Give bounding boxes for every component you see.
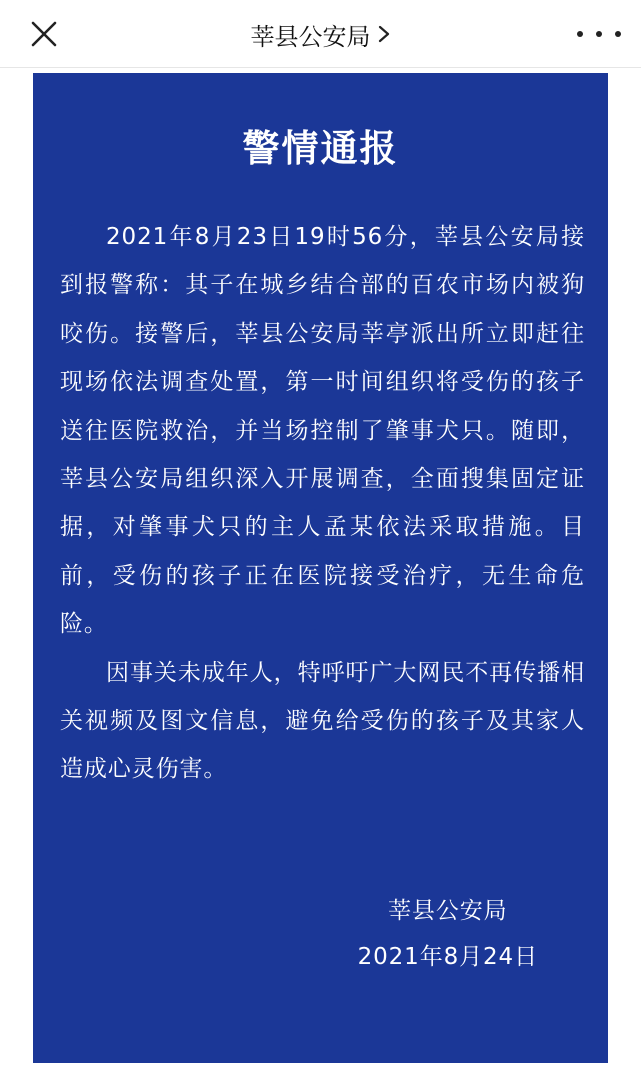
notice-signature: [358, 888, 538, 980]
more-button[interactable]: [577, 24, 621, 44]
notice-paragraph: 2021年8月23日19时56分，莘县公安局接到报警称：其子在城乡结合部的百农市场内被狗咬伤。接警后，莘县公安局莘亭派出所立即赶往现场依法调查处置，第一时间组织将受伤的孩子送往医院救治，并当场控制了肇事犬只。随即，莘县公安局组织深入开展调查，全面搜集固定证据，对肇事犬只的主人孟某依法采取措施。目前，受伤的孩子正在医院接受治疗，无生命危险。: [60, 224, 585, 638]
notice-title: 警情通报: [242, 127, 399, 170]
close-button[interactable]: [24, 14, 64, 54]
signature-org: 莘县公安局: [388, 898, 508, 924]
more-horizontal-icon: [577, 31, 583, 37]
notice-body: [60, 213, 585, 794]
more-horizontal-icon-dot: [615, 31, 621, 37]
nav-bar: [0, 0, 641, 68]
police-notice-card: [33, 73, 608, 1063]
notice-paragraph: 因事关未成年人，特呼吁广大网民不再传播相关视频及图文信息，避免给受伤的孩子及其家人造成心灵伤害。: [60, 659, 585, 783]
account-title: 莘县公安局: [250, 22, 371, 51]
signature-date: 2021年8月24日: [357, 944, 538, 970]
account-title-link[interactable]: [120, 0, 521, 68]
chevron-right-icon: [377, 24, 391, 44]
more-horizontal-icon-dot: [596, 31, 602, 37]
close-icon: [24, 14, 64, 54]
